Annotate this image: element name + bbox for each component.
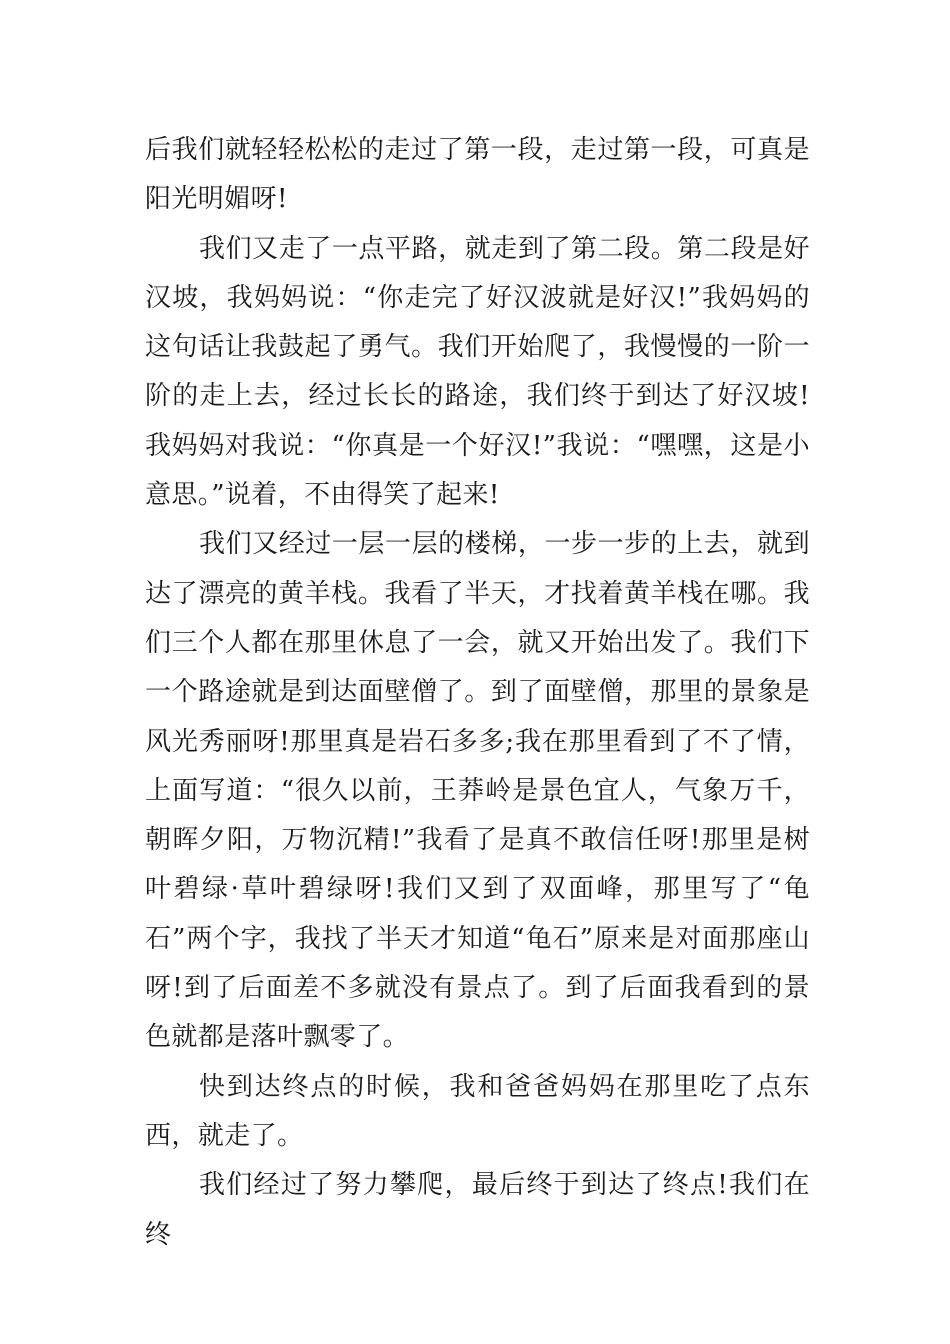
paragraph: 我们又经过一层一层的楼梯，一步一步的上去，就到达了漂亮的黄羊栈。我看了半天，才找着黄羊栈在哪。我们三个人都在那里休息了一会，就又开始出发了。我们下一个路途就是到达面壁僧了。到了面壁僧，那里的景象是风光秀丽呀!那里真是岩石多多;我在那里看到了不了情，上面写道：“很久以前，王莽岭是景色宜人，气象万千，朝晖夕阳，万物沉精!”我看了是真不敢信任呀!那里是树叶碧绿·草叶碧绿呀!我们又到了双面峰，那里写了“龟石”两个字，我找了半天才知道“龟石”原来是对面那座山呀!到了后面差不多就没有景点了。到了后面我看到的景色就都是落叶飘零了。: [145, 529, 810, 1053]
article-body: [145, 126, 810, 1260]
paragraph: 快到达终点的时候，我和爸爸妈妈在那里吃了点东西，就走了。: [145, 1071, 810, 1151]
paragraph: 我们又走了一点平路，就走到了第二段。第二段是好汉坡，我妈妈说：“你走完了好汉波就是好汉!”我妈妈的这句话让我鼓起了勇气。我们开始爬了，我慢慢的一阶一阶的走上去，经过长长的路途，我们终于到达了好汉坡!我妈妈对我说：“你真是一个好汉!”我说：“嘿嘿，这是小意思。”说着，不由得笑了起来!: [145, 233, 810, 511]
paragraph: 我们经过了努力攀爬，最后终于到达了终点!我们在终: [145, 1170, 810, 1250]
paragraph: 后我们就轻轻松松的走过了第一段，走过第一段，可真是阳光明媚呀!: [145, 135, 810, 215]
